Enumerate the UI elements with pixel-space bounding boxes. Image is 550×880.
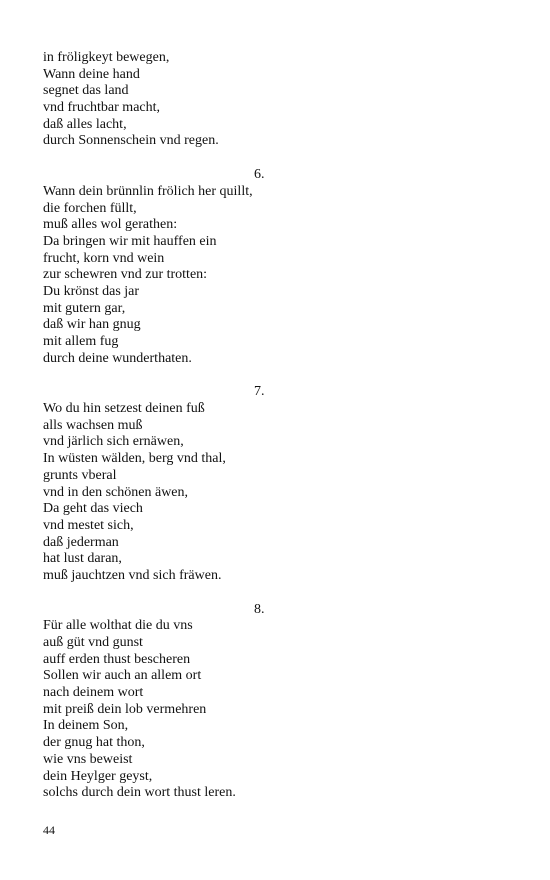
stanza-5-continued [43,50,513,150]
verse-line: Für alle wolthat die du vns [43,618,193,634]
verse-line: vnd mestet sich, [43,517,134,533]
stanza-number: 7. [254,384,265,400]
verse-line: durch deine wunderthaten. [43,350,192,366]
verse-line: auff erden thust bescheren [43,651,191,667]
verse-line: In deinem Son, [43,718,129,734]
stanza-6 [43,167,513,367]
verse-line: frucht, korn vnd wein [43,250,165,266]
verse-line: In wüsten wälden, berg vnd thal, [43,451,226,467]
verse-line: in fröligkeyt bewegen, [43,50,170,65]
verse-line: daß alles lacht, [43,116,127,132]
verse-line: zur schewren vnd zur trotten: [43,267,208,283]
stanza-number: 6. [254,167,265,183]
verse-line: Du krönst das jar [43,283,140,299]
verse-line: nach deinem wort [43,685,144,701]
page-number: 44 [43,823,55,837]
verse-line: mit gutern gar, [43,300,126,316]
stanza-number: 8. [254,601,265,617]
verse-line: durch Sonnenschein vnd regen. [43,133,219,149]
verse-line: Da geht das viech [43,501,143,517]
verse-line: Da bringen wir mit hauffen ein [43,233,217,249]
verse-line: daß wir han gnug [43,317,141,333]
verse-line: grunts vberal [43,467,117,483]
verse-line: Wann dein brünnlin frölich her quillt, [43,183,253,199]
poem-page [43,50,513,819]
verse-line: segnet das land [43,83,129,99]
verse-line: vnd fruchtbar macht, [43,100,161,116]
verse-line: auß güt vnd gunst [43,635,143,650]
verse-line: vnd in den schönen äwen, [43,484,189,500]
verse-line: Sollen wir auch an allem ort [43,668,202,684]
verse-line: mit allem fug [43,334,119,349]
verse-line: hat lust daran, [43,551,122,567]
verse-line: vnd järlich sich ernäwen, [43,434,184,450]
verse-line: solchs durch dein wort thust leren. [43,785,236,801]
verse-line: daß jederman [43,534,119,550]
verse-line: mit preiß dein lob vermehren [43,701,207,717]
verse-line: der gnug hat thon, [43,735,145,751]
verse-line: wie vns beweist [43,751,133,767]
verse-line: alls wachsen muß [43,417,143,433]
verse-line: muß jauchtzen vnd sich fräwen. [43,567,222,583]
stanza-8 [43,602,513,802]
verse-line: die forchen füllt, [43,200,137,216]
verse-line: Wo du hin setzest deinen fuß [43,401,205,417]
verse-line: muß alles wol gerathen: [43,217,178,233]
stanza-7 [43,384,513,584]
verse-line: Wann deine hand [43,66,140,82]
verse-line: dein Heylger geyst, [43,768,153,784]
